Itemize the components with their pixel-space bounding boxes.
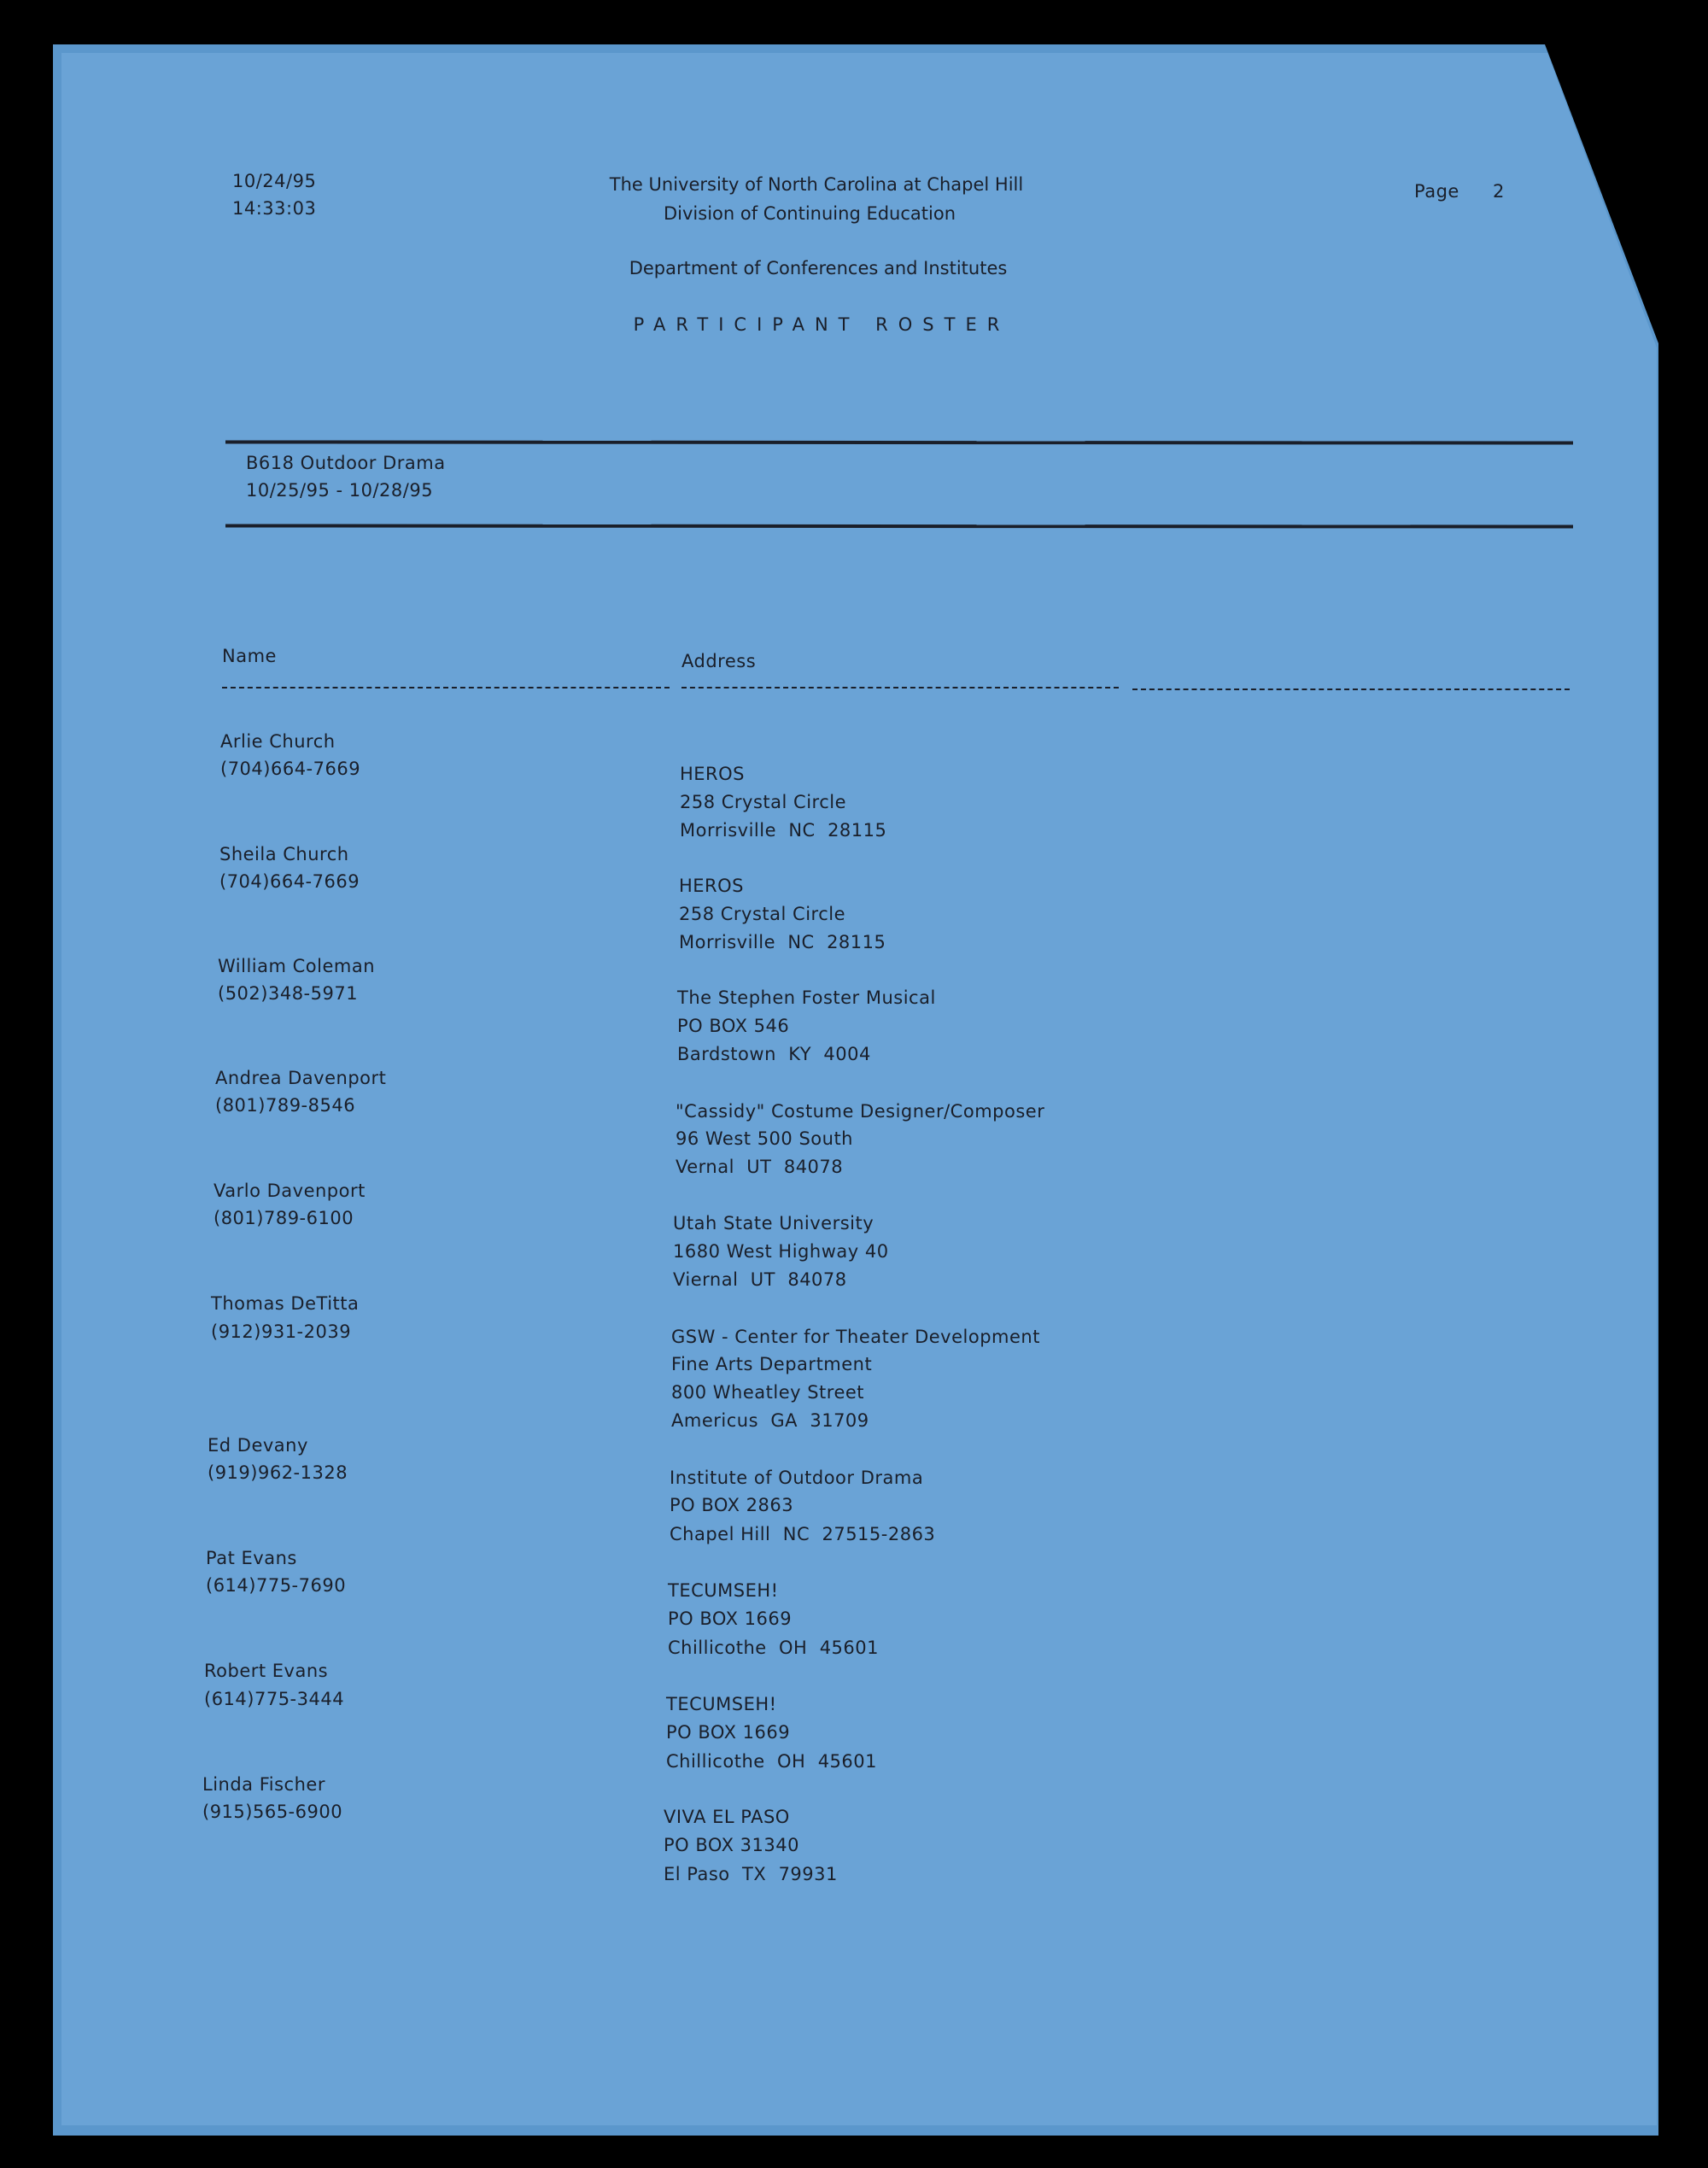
- participant-name: Robert Evans: [204, 1661, 329, 1681]
- participant-name: Sheila Church: [219, 844, 349, 864]
- program-dates: 10/25/95 - 10/28/95: [246, 480, 434, 501]
- university-name: The University of North Carolina at Chapel Hill: [609, 174, 1024, 195]
- report-title: PARTICIPANT ROSTER: [633, 314, 1010, 335]
- address-line: Chapel Hill NC 27515-2863: [670, 1524, 936, 1544]
- column-header-address: Address: [681, 651, 757, 671]
- participant-phone: (801)789-6100: [214, 1208, 354, 1228]
- participant-phone: (614)775-3444: [204, 1689, 345, 1709]
- address-line: The Stephen Foster Musical: [677, 987, 936, 1008]
- address-line: PO BOX 31340: [664, 1835, 799, 1855]
- column-header-name: Name: [222, 646, 277, 666]
- address-line: Bardstown KY 4004: [677, 1044, 871, 1064]
- participant-phone: (614)775-7690: [206, 1575, 347, 1596]
- address-line: HEROS: [680, 764, 746, 784]
- address-line: GSW - Center for Theater Development: [671, 1327, 1040, 1347]
- participant-phone: (919)962-1328: [208, 1462, 348, 1483]
- address-line: 258 Crystal Circle: [680, 792, 847, 812]
- address-line: Viernal UT 84078: [673, 1269, 847, 1290]
- participant-name: Varlo Davenport: [214, 1181, 366, 1201]
- address-line: El Paso TX 79931: [664, 1864, 838, 1884]
- address-line: TECUMSEH!: [668, 1580, 779, 1601]
- address-line: 800 Wheatley Street: [671, 1382, 865, 1403]
- address-line: "Cassidy" Costume Designer/Composer: [676, 1101, 1045, 1122]
- division-name: Division of Continuing Education: [664, 203, 956, 224]
- participant-phone: (704)664-7669: [220, 759, 361, 779]
- address-line: Utah State University: [673, 1213, 874, 1233]
- page-label: Page: [1414, 181, 1459, 202]
- participant-name: Ed Devany: [208, 1435, 308, 1456]
- participant-name: Arlie Church: [220, 731, 336, 752]
- address-line: 1680 West Highway 40: [673, 1241, 889, 1262]
- report-time: 14:33:03: [232, 198, 317, 219]
- participant-name: Thomas DeTitta: [211, 1293, 360, 1314]
- address-line: Chillicothe OH 45601: [666, 1751, 877, 1772]
- participant-phone: (502)348-5971: [218, 983, 359, 1004]
- participant-name: Linda Fischer: [202, 1774, 325, 1795]
- program-title: B618 Outdoor Drama: [246, 453, 446, 473]
- address-line: Institute of Outdoor Drama: [670, 1468, 924, 1488]
- address-line: VIVA EL PASO: [664, 1807, 790, 1827]
- name-column-underline: [222, 687, 670, 688]
- extra-column-underline: [1132, 688, 1570, 690]
- address-line: HEROS: [679, 876, 745, 896]
- participant-phone: (912)931-2039: [211, 1321, 352, 1342]
- participant-name: Pat Evans: [206, 1548, 297, 1568]
- participant-phone: (704)664-7669: [219, 871, 360, 892]
- address-line: Americus GA 31709: [671, 1410, 869, 1431]
- address-line: Fine Arts Department: [671, 1354, 873, 1374]
- report-date: 10/24/95: [232, 171, 317, 191]
- address-line: Morrisville NC 28115: [679, 932, 886, 952]
- address-line: PO BOX 2863: [670, 1495, 794, 1515]
- participant-phone: (801)789-8546: [215, 1095, 356, 1116]
- address-line: Vernal UT 84078: [676, 1157, 844, 1177]
- address-column-underline: [681, 687, 1119, 688]
- page-number: 2: [1493, 181, 1505, 202]
- department-name: Department of Conferences and Institutes: [629, 258, 1008, 278]
- address-line: Chillicothe OH 45601: [668, 1638, 879, 1658]
- address-line: PO BOX 1669: [668, 1608, 793, 1629]
- address-line: Morrisville NC 28115: [680, 820, 887, 841]
- address-line: TECUMSEH!: [666, 1694, 777, 1714]
- participant-name: Andrea Davenport: [215, 1068, 387, 1088]
- participant-name: William Coleman: [218, 956, 376, 976]
- address-line: 96 West 500 South: [676, 1128, 853, 1149]
- address-line: 258 Crystal Circle: [679, 904, 846, 924]
- address-line: PO BOX 546: [677, 1016, 790, 1036]
- participant-phone: (915)565-6900: [202, 1802, 343, 1822]
- address-line: PO BOX 1669: [666, 1722, 791, 1743]
